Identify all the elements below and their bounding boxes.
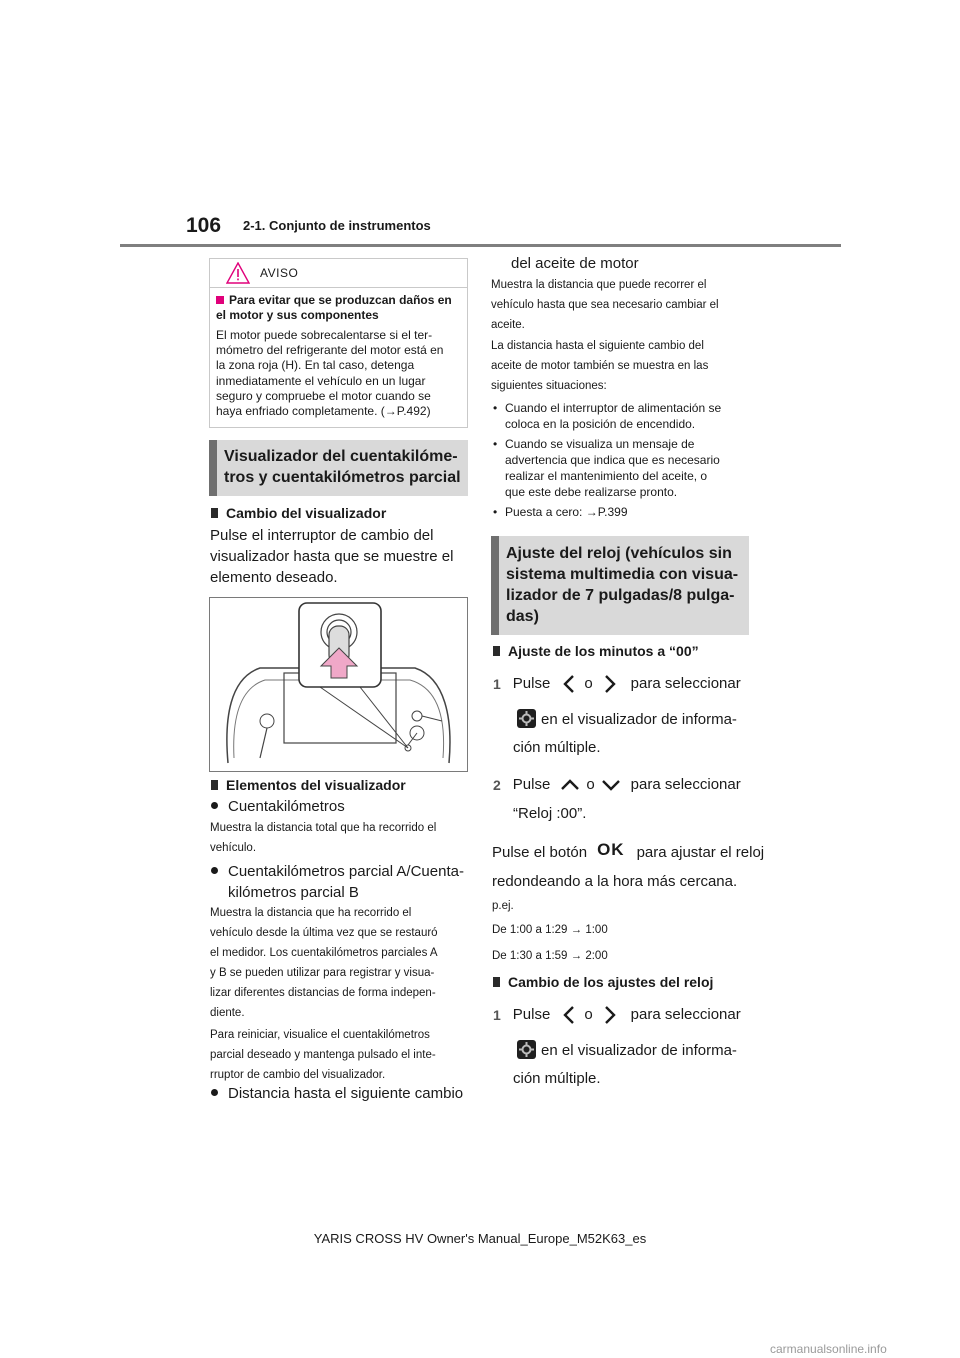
step-2-line2: “Reloj :00”. [513, 805, 587, 822]
chevron-left-icon [562, 674, 576, 694]
oil-change-continued: del aceite de motor [511, 255, 639, 272]
heading-clock: Ajuste del reloj (vehículos sin sistema multimedia con visua- lizador de 7 pulgadas/8 pulga- das) [491, 536, 749, 635]
trip-meter-text: Muestra la distancia que ha recorrido el vehículo desde la última vez que se restauró el medidor. Los cuentakilómetros parciales A y B se pueden utilizar para registrar y visua- lizar diferentes distancias de forma indepen- diente. Para reiniciar, visualice el cuentakilómetros parcial deseado y mantenga pulsado el inte- rruptor de cambio del visualizador. [210, 907, 438, 1081]
warning-subtitle: Para evitar que se produzcan daños en el motor y sus componentes [216, 293, 452, 322]
chevron-right-icon [603, 674, 617, 694]
chevron-right-icon [603, 1005, 617, 1025]
cluster-drawing [210, 598, 467, 771]
watermark: carmanualsonline.info [770, 1342, 887, 1356]
chevron-up-icon [560, 778, 580, 792]
bullet-odometer: Cuentakilómetros [211, 797, 345, 817]
warning-box [209, 258, 468, 428]
ok-button-icon: OK [597, 840, 625, 859]
ok-instruction: Pulse el botón OK para ajustar el reloj [492, 840, 765, 861]
step-3-line3: ción múltiple. [513, 1070, 601, 1087]
warning-icon [226, 262, 250, 284]
settings-gear-icon [517, 709, 536, 728]
example-1: De 1:00 a 1:29 → 1:00 [492, 924, 608, 936]
bullet-dot-icon [211, 802, 218, 809]
subheading-display-change: Cambio del visualizador [211, 505, 386, 521]
page-number: 106 [186, 214, 222, 237]
warning-rule [210, 287, 467, 288]
settings-gear-icon [517, 1040, 536, 1059]
ok-instruction-line2: redondeando a la hora más cercana. [492, 873, 738, 890]
list-item: • Puesta a cero: →P.399 [493, 505, 628, 519]
header-rule [120, 244, 841, 247]
subheading-minutes: Ajuste de los minutos a “00” [493, 643, 699, 659]
bullet-oil-change: Distancia hasta el siguiente cambio [211, 1084, 463, 1104]
chevron-left-icon [562, 1005, 576, 1025]
step-3: 1 Pulse o para seleccionar [493, 1006, 741, 1023]
instrument-cluster-illustration [209, 597, 468, 772]
oil-change-text: Muestra la distancia que puede recorrer el vehículo hasta que sea necesario cambiar el aceite. La distancia hasta el siguiente cambio del aceite de motor también se muestra en las siguientes situaciones: [491, 279, 719, 392]
bullet-dot-icon [211, 1089, 218, 1096]
list-item: • Cuando el interruptor de alimentación se coloca en la posición de encendido. [493, 401, 722, 431]
square-bullet-icon [216, 296, 224, 304]
subheading-display-items: Elementos del visualizador [211, 777, 406, 793]
warning-text: El motor puede sobrecalentarse si el ter- mómetro del refrigerante del motor está en la zona roja (H). En tal caso, detenga inmediatamente el vehículo en un lugar seguro y compruebe el motor cuando se haya enfriado completamente. (→P.492) [216, 328, 444, 419]
oil-conditions-list [493, 400, 753, 520]
step-3-line2: en el visualizador de informa- [517, 1040, 737, 1061]
bullet-trip-meter: Cuentakilómetros parcial A/Cuenta- kilómetros parcial B [211, 861, 473, 903]
section-title: 2-1. Conjunto de instrumentos [243, 218, 431, 233]
step-1-line2: en el visualizador de informa- [517, 709, 737, 730]
heading-odometer: Visualizador del cuentakilóme- tros y cuentakilómetros parcial [209, 440, 468, 496]
step-2: 2 Pulse o para seleccionar [493, 776, 741, 793]
warning-title: AVISO [260, 266, 299, 280]
step-1-line3: ción múltiple. [513, 739, 601, 756]
footer: YARIS CROSS HV Owner's Manual_Europe_M52K63_es [313, 1231, 647, 1246]
bullet-dot-icon [211, 867, 218, 874]
step-1: 1 Pulse o para seleccionar [493, 675, 741, 692]
example-2: De 1:30 a 1:59 → 2:00 [492, 950, 608, 962]
example-label: p.ej. [492, 900, 514, 912]
chevron-down-icon [601, 778, 621, 792]
subheading-clock-settings: Cambio de los ajustes del reloj [493, 974, 713, 990]
display-change-text: Pulse el interruptor de cambio del visualizador hasta que se muestre el elemento deseado. [210, 527, 454, 586]
odometer-text: Muestra la distancia total que ha recorrido el vehículo. [210, 822, 437, 854]
list-item: • Cuando se visualiza un mensaje de advertencia que indica que es necesario realizar el mantenimiento del aceite, o que este debe realizarse pronto. [493, 437, 720, 499]
